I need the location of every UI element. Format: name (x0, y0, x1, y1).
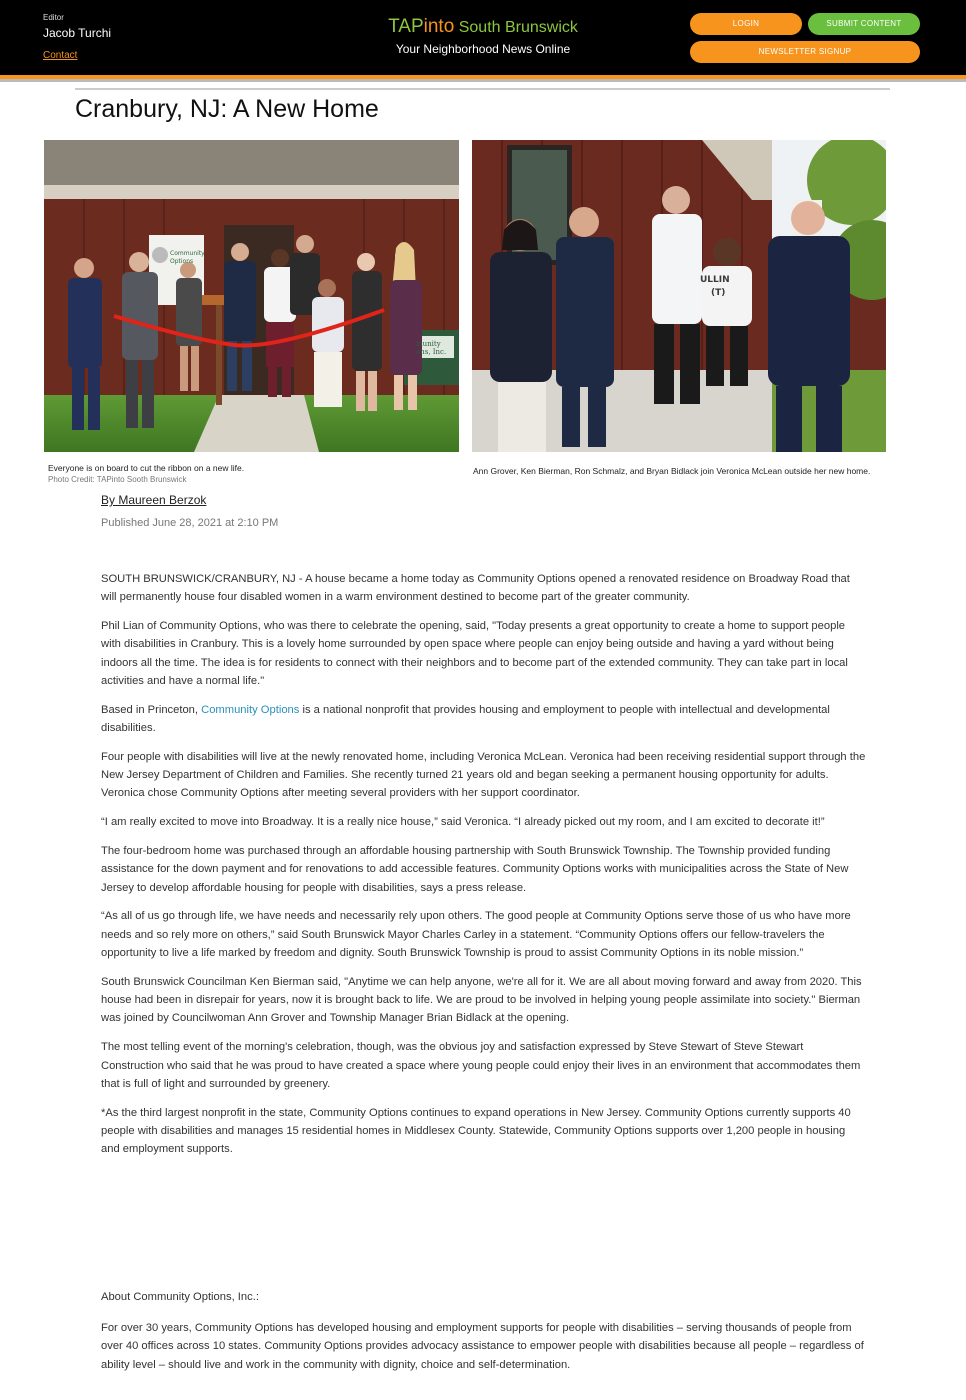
about-heading: About Community Options, Inc.: (101, 1291, 259, 1303)
logo-town: South Brunswick (458, 19, 578, 36)
article-paragraph: “As all of us go through life, we have needs and necessarily rely upon others. The good people at Community Options serve those of us who have more needs and so rely more on others,” said South Brunswick Mayor Charles Carley in a statement. “Community Options offers our fellow-travelers the opportunity to live a life marked by freedom and dignity. South Brunswick Township is proud to assist Community Options in its noble mission.” (101, 910, 851, 960)
logo-tap: TAP (388, 16, 424, 37)
login-button[interactable]: LOGIN (690, 13, 802, 35)
article-paragraph: SOUTH BRUNSWICK/CRANBURY, NJ - A house became a home today as Community Options opened a renovated residence on Broadway Road that will permanently house four disabled women in a warm environment destined to become part of the greater community. (101, 573, 850, 604)
article-paragraph: *As the third largest nonprofit in the state, Community Options continues to expand operations in New Jersey. Community Options currently supports 40 people with disabilities and manages 15 residential homes in Middlesex County. Statewide, Community Options supports over 1,200 people in housing and employment supports. (101, 1106, 851, 1156)
group-portrait-photo[interactable] (472, 140, 886, 452)
published-date: Published June 28, 2021 at 2:10 PM (101, 517, 279, 529)
svg-text:ULLIN: ULLIN (700, 275, 730, 285)
article-paragraph: “I am really excited to move into Broadway. It is a really nice house,” said Veronica. “I already picked out my room, and I am excited to decorate it!” (101, 816, 825, 829)
svg-text:(T): (T) (711, 288, 726, 298)
community-options-link[interactable]: Community Options (201, 703, 300, 716)
editor-name: Jacob Turchi (43, 26, 112, 40)
article-paragraph: The most telling event of the morning's celebration, though, was the obvious joy and satisfaction expressed by Steve Stewart of Steve Stewart Construction who said that he was proud to have created a space where young people could enjoy their lives in an environment that accommodates them that is full of light and surrounded by greenery. (101, 1041, 861, 1090)
article-paragraph (101, 701, 866, 738)
contact-link[interactable]: Contact (43, 50, 78, 61)
ribbon-cutting-photo[interactable] (44, 140, 459, 452)
site-tagline: Your Neighborhood News Online (395, 42, 571, 56)
photo-credit: Photo Credit: TAPinto Sooth Brunswick (48, 475, 187, 484)
svg-text:Options: Options (170, 258, 194, 265)
svg-text:munity: munity (416, 340, 441, 348)
article-paragraph: South Brunswick Councilman Ken Bierman said, "Anytime we can help anyone, we're all for it. We are all about moving forward and away from 2020. This house had been in disrepair for years, now it is brought back to life. We are proud to be involved in helping young people assimilate into society." Bierman was joined by Councilwoman Ann Grover and Township Manager Brian Bidlack at the opening. (101, 975, 862, 1025)
article-body (101, 570, 866, 1169)
about-paragraph: For over 30 years, Community Options has developed housing and employment supports for people with disabilities – serving thousands of people from over 40 offices across 10 states. Community Options provides advocacy assistance to empower people with disabilities because all people – regardless of ability level – should live and work in the community with dignity, choice and self-determination. (101, 1322, 864, 1371)
article-paragraph: Phil Lian of Community Options, who was there to celebrate the opening, said, "Today presents a great opportunity to create a home to support people with disabilities in Cranbury. This is a lovely home surrounded by open space where people can enjoy being outside and having a yard without being indoors all the time. The idea is for residents to connect with their neighbors and to become part of the extended community. They can take part in local activities and have a normal life." (101, 620, 848, 687)
paragraph-text: is a national nonprofit that provides housing and employment to people with intellectual and developmental disabilities. (101, 703, 830, 735)
article-paragraph: Four people with disabilities will live at the newly renovated home, including Veronica McLean. Veronica had been receiving residential support through the New Jersey Department of Children and Families. She recently turned 21 years old and began seeking a permanent housing opportunity for adults. Veronica chose Community Options after meeting several providers with her support coordinator. (101, 750, 866, 800)
article-paragraph: The four-bedroom home was purchased through an affordable housing partnership with South Brunswick Township. The Township provided funding assistance for the down payment and for renovations to add accessible features. Community Options works with municipalities across the State of New Jersey to develop affordable housing for people with disabilities, says a press release. (101, 845, 849, 894)
header-divider (0, 79, 966, 82)
site-header (0, 0, 966, 75)
paragraph-text: Based in Princeton, (101, 703, 202, 716)
svg-text:ons, Inc.: ons, Inc. (416, 348, 447, 356)
newsletter-signup-button[interactable]: NEWSLETTER SIGNUP (690, 41, 920, 63)
photo-caption: Everyone is on board to cut the ribbon on a new life. (48, 463, 245, 473)
site-logo[interactable] (330, 16, 636, 38)
svg-text:Community: Community (170, 250, 205, 257)
photo-caption: Ann Grover, Ken Bierman, Ron Schmalz, and Bryan Bidlack join Veronica McLean outside her new home. (473, 466, 871, 476)
submit-content-button[interactable]: SUBMIT CONTENT (808, 13, 920, 35)
author-byline[interactable]: By Maureen Berzok (101, 493, 207, 507)
page-title: Cranbury, NJ: A New Home (75, 95, 379, 123)
editor-label: Editor (43, 13, 64, 22)
logo-into: into (423, 16, 455, 37)
title-divider (75, 88, 890, 90)
